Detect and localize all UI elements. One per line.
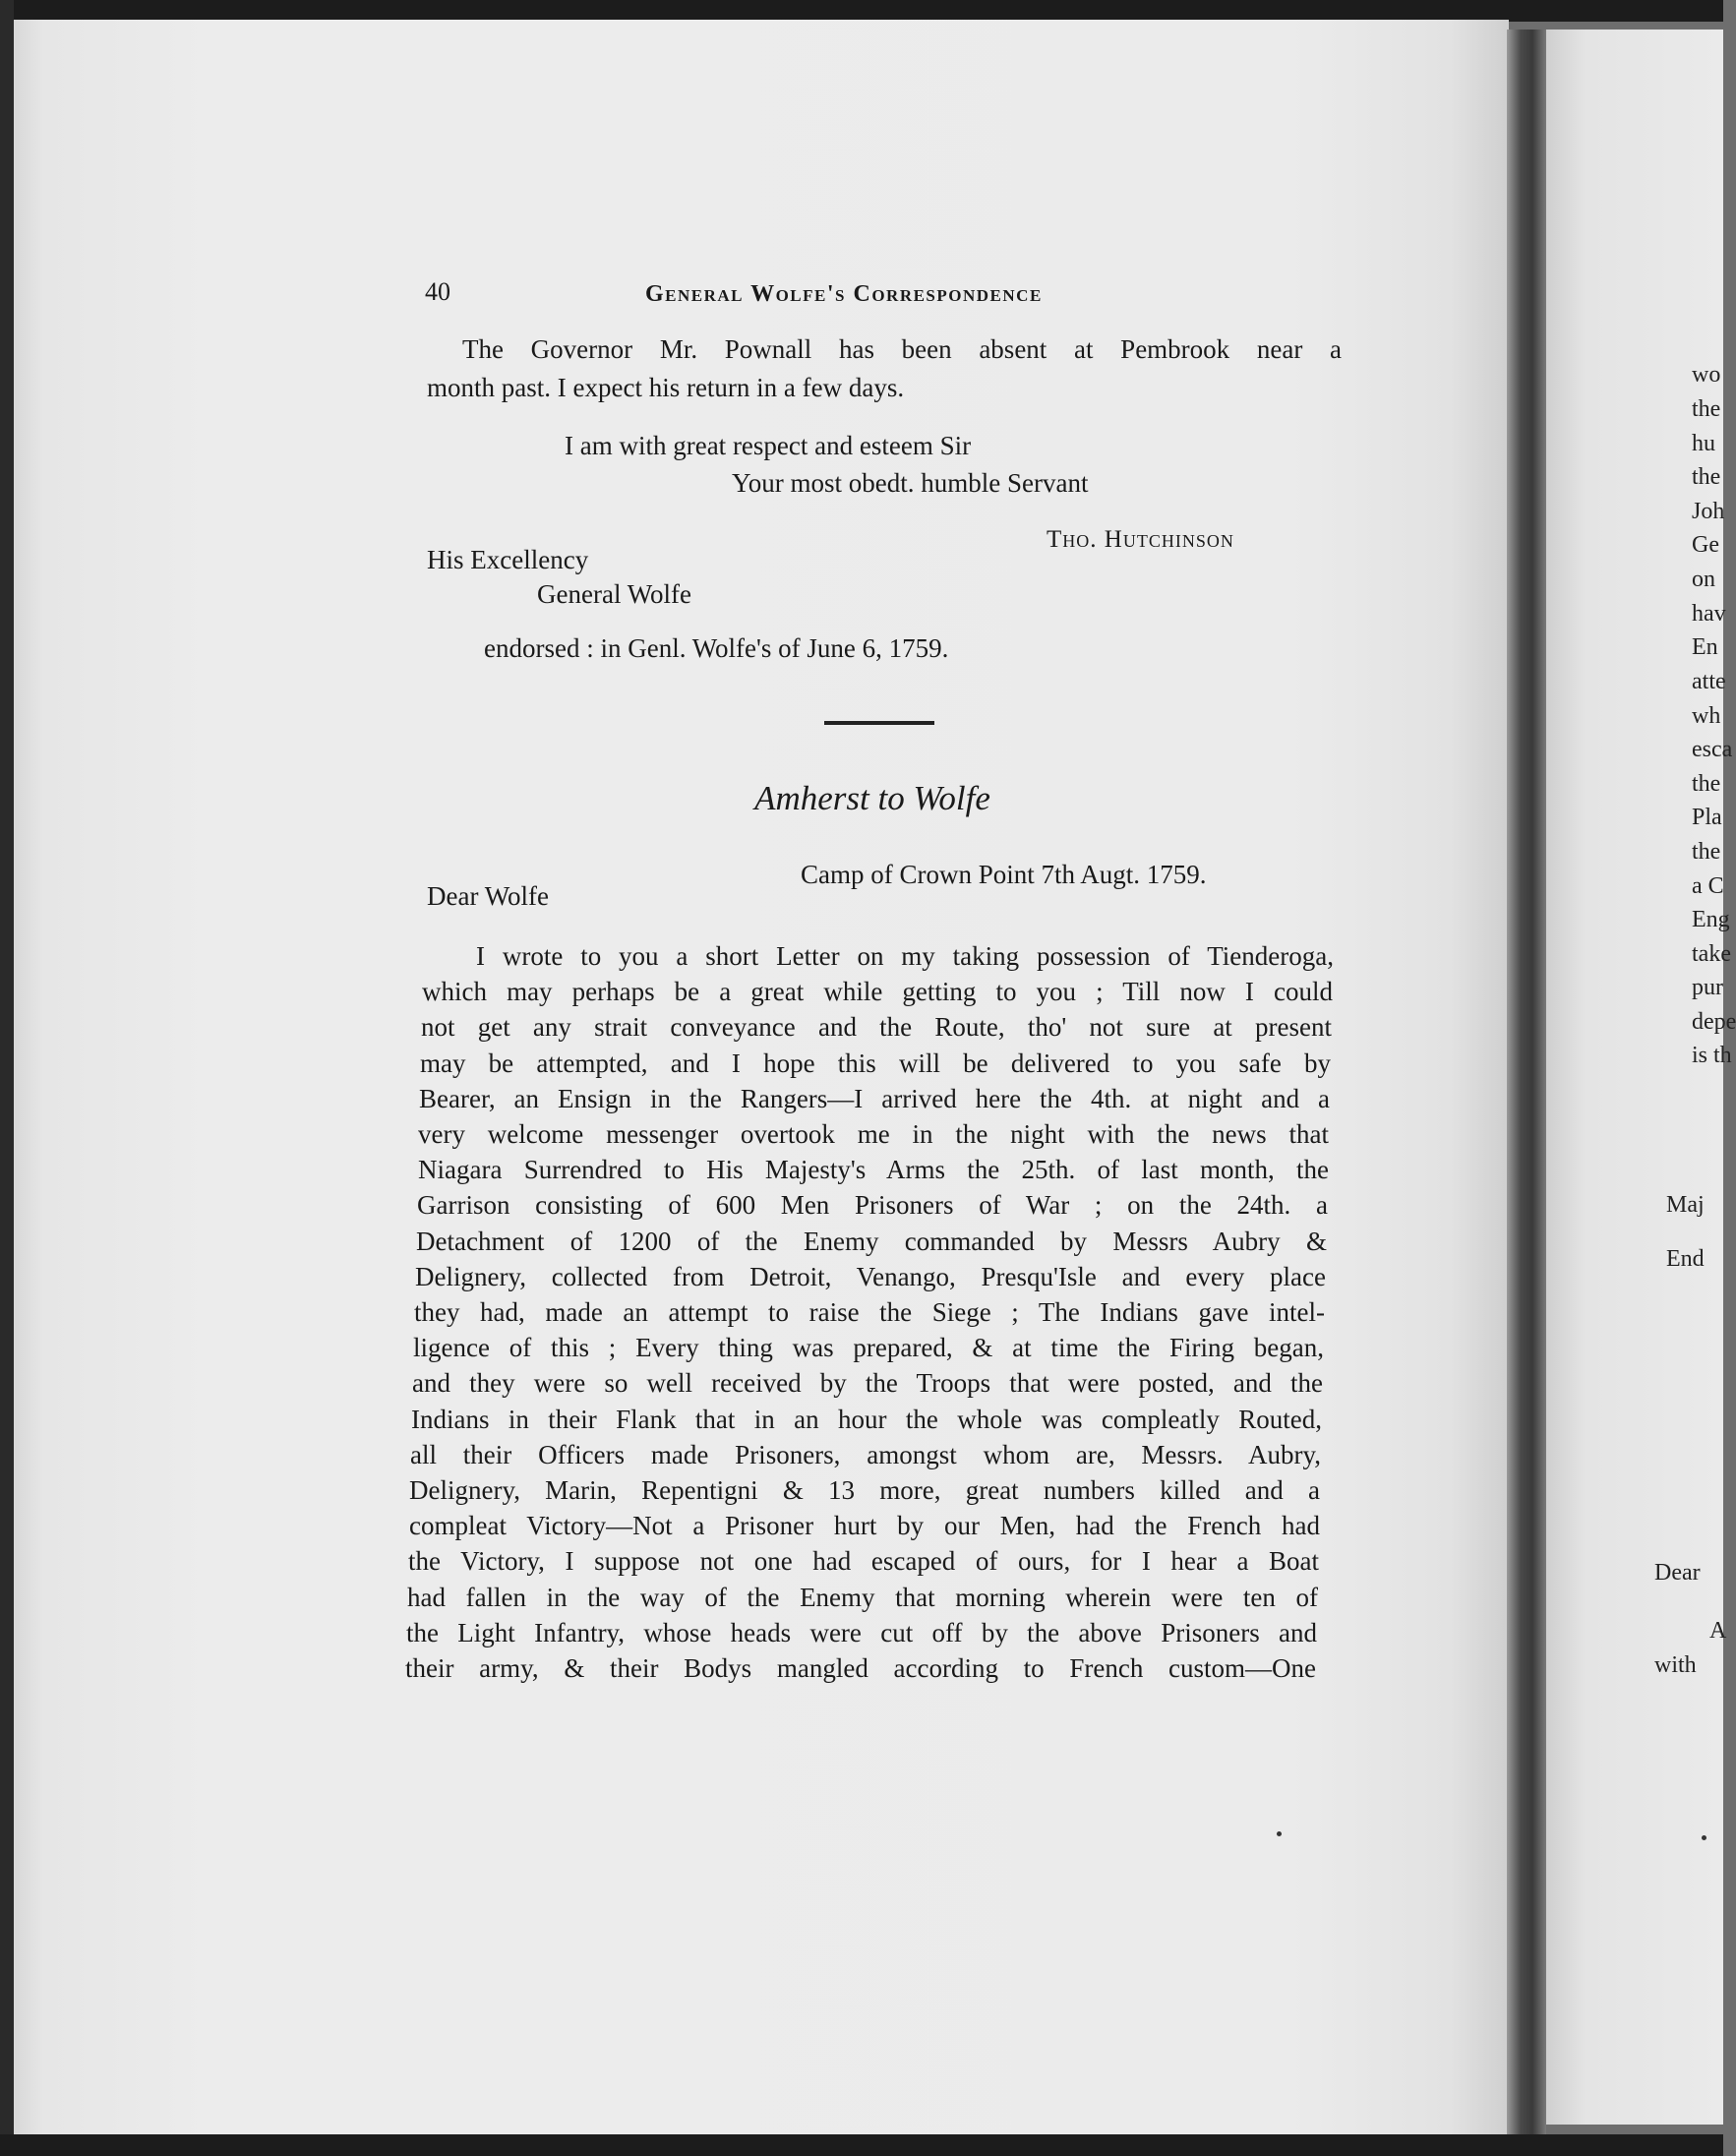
facing-page-text-lower: [1652, 0, 1727, 2156]
facing-page-line: Eng: [1692, 907, 1730, 932]
facing-page-line: Joh: [1692, 499, 1725, 524]
page-number: 40: [425, 277, 450, 306]
running-title: General Wolfe's Correspondence: [645, 281, 1043, 307]
facing-page-line: depe: [1692, 1009, 1736, 1035]
facing-page-line: the: [1692, 396, 1721, 422]
letter-body-line: their army, & their Bodys mangled according to French custom—One: [405, 1653, 1316, 1683]
facing-page-line: take: [1692, 941, 1731, 967]
facing-page-line: Pla: [1692, 805, 1722, 830]
letter1-line: The Governor Mr. Pownall has been absent at Pembrook near a: [462, 334, 1342, 364]
facing-page-line: the: [1692, 464, 1721, 490]
facing-page-line: with: [1654, 1652, 1697, 1678]
letter-body-line: I wrote to you a short Letter on my taking possession of Tienderoga,: [476, 941, 1334, 971]
facing-page-line: the: [1692, 839, 1721, 865]
letter-body-line: Detachment of 1200 of the Enemy commanded by Messrs Aubry &: [416, 1226, 1327, 1256]
closing-line-1: I am with great respect and esteem Sir: [565, 431, 972, 460]
letter-body-line: they had, made an attempt to raise the Siege ; The Indians gave intel-: [414, 1297, 1325, 1327]
running-head: [425, 277, 1340, 311]
letter-body-line: Indians in their Flank that in an hour the whole was compleatly Routed,: [411, 1404, 1322, 1434]
facing-page-line: esca: [1692, 737, 1733, 762]
facing-page-line: hu: [1692, 431, 1715, 456]
facing-page-line: wo: [1692, 362, 1721, 388]
letter-body-line: Delignery, collected from Detroit, Venango, Presqu'Isle and every place: [415, 1261, 1326, 1291]
signature: Tho. Hutchinson: [1047, 526, 1234, 553]
facing-page-line: atte: [1692, 669, 1726, 694]
letter1-line: month past. I expect his return in a few days.: [427, 373, 905, 402]
facing-page-line: Dear: [1654, 1560, 1701, 1586]
facing-page-line: on: [1692, 567, 1715, 592]
letter-body-line: Delignery, Marin, Repentigni & 13 more, great numbers killed and a: [409, 1475, 1320, 1505]
letter-body-line: Niagara Surrendred to His Majesty's Arms the 25th. of last month, the: [418, 1155, 1329, 1185]
letter-body-line: Garrison consisting of 600 Men Prisoners of War ; on the 24th. a: [417, 1190, 1328, 1221]
facing-page-line: a C: [1692, 873, 1724, 899]
scanner-edge-bottom: [0, 2134, 1723, 2156]
letter-heading: Amherst to Wolfe: [754, 779, 990, 817]
endorsement: endorsed : in Genl. Wolfe's of June 6, 1759.: [484, 633, 949, 663]
facing-page-line: is th: [1692, 1043, 1732, 1068]
book-gutter: [1507, 30, 1546, 2144]
speck: [1277, 1831, 1282, 1836]
letter-body-line: which may perhaps be a great while getting to you ; Till now I could: [422, 977, 1333, 1007]
facing-page-line: the: [1692, 771, 1721, 797]
letter-body-line: may be attempted, and I hope this will be delivered to you safe by: [420, 1048, 1331, 1078]
scanner-edge-top: [0, 0, 1723, 22]
facing-page-line: A: [1709, 1618, 1727, 1644]
letter-body-line: had fallen in the way of the Enemy that morning wherein were ten of: [407, 1582, 1318, 1612]
addressee-line-1: His Excellency: [427, 545, 589, 574]
facing-page-line: wh: [1692, 703, 1721, 729]
scanner-edge-left: [0, 0, 14, 2156]
speck: [1702, 1835, 1706, 1840]
letter-body-line: not get any strait conveyance and the Route, tho' not sure at present: [421, 1012, 1332, 1043]
facing-page-line: pur: [1692, 975, 1723, 1000]
letter-body-line: ligence of this ; Every thing was prepared, & at time the Firing began,: [413, 1333, 1324, 1363]
letter-body-line: and they were so well received by the Troops that were posted, and the: [412, 1368, 1323, 1399]
closing-line-2: Your most obedt. humble Servant: [732, 468, 1089, 498]
letter-body-line: very welcome messenger overtook me in the night with the news that: [418, 1119, 1329, 1149]
letter-body-line: Bearer, an Ensign in the Rangers—I arrived here the 4th. at night and a: [419, 1083, 1330, 1113]
dateline: Camp of Crown Point 7th Augt. 1759.: [801, 860, 1207, 889]
letter-body-line: compleat Victory—Not a Prisoner hurt by our Men, had the French had: [409, 1511, 1320, 1541]
letter-body-line: the Light Infantry, whose heads were cut off by the above Prisoners and: [406, 1617, 1317, 1647]
facing-page-line: En: [1692, 634, 1718, 660]
salutation: Dear Wolfe: [427, 881, 550, 911]
letter-body-line: the Victory, I suppose not one had escaped of ours, for I hear a Boat: [408, 1546, 1319, 1577]
facing-page-line: hav: [1692, 601, 1726, 627]
addressee-line-2: General Wolfe: [537, 579, 692, 609]
facing-page-line: Ge: [1692, 532, 1719, 558]
letter-body-line: all their Officers made Prisoners, amongst whom are, Messrs. Aubry,: [410, 1439, 1321, 1469]
facing-page-line: Maj: [1666, 1192, 1705, 1218]
facing-page-line: End: [1666, 1246, 1705, 1272]
section-rule: [824, 721, 934, 725]
